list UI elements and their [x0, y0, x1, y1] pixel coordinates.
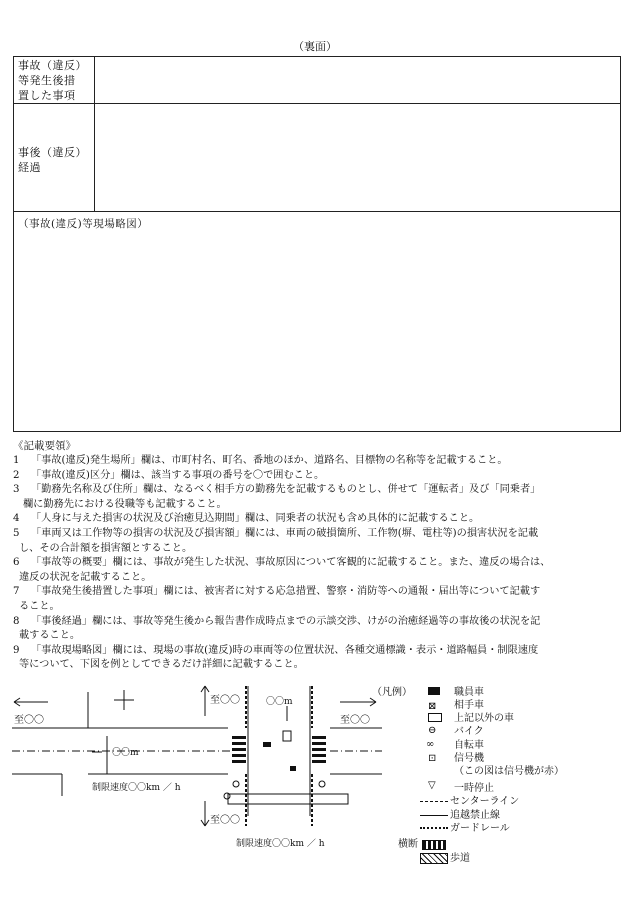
staff-car-legend-icon	[428, 687, 440, 695]
distance-center-label: 〇〇m	[266, 697, 293, 707]
legend-sidewalk: 歩道	[450, 853, 470, 864]
legend-center-line: センターライン	[450, 796, 520, 807]
progress-label	[18, 145, 87, 175]
note-line: 9 「事故現場略図」欄には、現場の事故(違反)時の車両等の位置状況、各種交通標識・表示・道路幅員・制限速度	[13, 644, 539, 656]
other-vehicles-legend-icon	[428, 713, 442, 722]
progress-label-line: 経過	[18, 161, 41, 174]
bike-legend-icon: ⊖	[428, 725, 437, 736]
to-top-label: 至〇〇	[210, 695, 240, 706]
signal-legend-icon: ⊡	[428, 753, 437, 764]
crosswalk-stripe	[312, 760, 326, 763]
stop-legend-icon: ▽	[428, 780, 436, 791]
guardrail-legend-icon	[420, 827, 448, 829]
measures-field[interactable]	[96, 58, 618, 102]
speed-limit-bottom: 制限速度〇〇km ／ h	[236, 839, 325, 849]
legend-stop: 一時停止	[454, 783, 494, 794]
note-line: 等について、下図を例としてできるだけ詳細に記載すること。	[19, 659, 304, 671]
to-left-label: 至〇〇	[14, 715, 44, 726]
note-line: 違反の状況を記載すること。	[19, 571, 152, 583]
legend-other-vehicles: 上記以外の車	[454, 713, 514, 724]
sketch-label: （事故(違反)等現場略図）	[18, 218, 149, 230]
notes-heading: 《記載要領》	[13, 440, 76, 452]
signal-icon	[319, 781, 325, 787]
crosswalk-stripe	[232, 748, 246, 751]
note-line: 8 「事後経過」欄には、事故等発生後から報告書作成時点までの示談交渉、けがの治癒経過等の事故後の状況を記	[13, 615, 541, 627]
legend-other-car: 相手車	[454, 700, 484, 711]
speed-limit-left: 制限速度〇〇km ／ h	[92, 783, 181, 793]
arrow	[205, 686, 209, 692]
to-bottom-label: 至〇〇	[210, 815, 240, 826]
other-car-icon	[290, 766, 296, 771]
note-line: ること。	[19, 601, 60, 612]
arrow	[370, 702, 376, 706]
note-line: 欄に勤務先における役職等も記載すること。	[23, 498, 227, 510]
arrow	[201, 686, 205, 692]
arrow	[14, 698, 20, 702]
legend-bike: バイク	[454, 726, 484, 737]
note-line: 6 「事故等の概要」欄には、事故が発生した状況、事故原因について客観的に記載すること。また、違反の場合は、	[13, 557, 551, 569]
other-car-legend-icon: ⊠	[428, 701, 437, 712]
legend-guardrail: ガードレール	[450, 823, 510, 834]
staff-car-icon	[263, 742, 271, 747]
signal-icon	[233, 781, 239, 787]
note-line: 載すること。	[19, 630, 81, 642]
signal-icon	[224, 793, 230, 799]
note-line: 4 「人身に与えた損害の状況及び治癒見込期間」欄は、同乗者の状況も含め具体的に記載すること。	[13, 513, 480, 525]
crosswalk-stripe	[232, 754, 246, 757]
legend-crosswalk: 横断	[398, 839, 418, 850]
progress-field[interactable]	[96, 106, 618, 210]
crosswalk-stripe	[232, 742, 246, 745]
legend-title: （凡例）	[372, 687, 412, 698]
note-line: 2 「事故(違反)区分」欄は、該当する事項の番号を〇で囲むこと。	[13, 469, 325, 481]
distance-left-label: 〇〇m	[112, 748, 139, 758]
legend-no-passing: 追越禁止線	[450, 810, 500, 821]
crosswalk-legend-icon	[422, 840, 446, 850]
legend-signal: 信号機	[454, 753, 484, 764]
crosswalk-stripe	[312, 754, 326, 757]
legend-signal-note: （この図は信号機が赤）	[454, 766, 564, 777]
crosswalk-stripe	[232, 760, 246, 763]
to-right-label: 至〇〇	[340, 715, 370, 726]
other-car-icon	[283, 731, 291, 741]
sketch-field[interactable]	[15, 234, 619, 430]
measures-label-line: 事故（違反）	[18, 59, 87, 72]
sidewalk-legend-icon	[420, 853, 448, 864]
note-line: 7 「事故発生後措置した事項」欄には、被害者に対する応急措置、警察・消防等への通報・届出等について記載す	[13, 586, 541, 598]
progress-label-line: 事後（違反）	[18, 146, 87, 159]
example-sketch-diagram	[0, 676, 630, 915]
crosswalk-stripe	[312, 748, 326, 751]
legend-staff-car: 職員車	[454, 687, 484, 698]
page-title: （裏面）	[293, 40, 337, 53]
note-line: し、その合計額を損害額とすること。	[19, 542, 193, 554]
no-passing-legend-icon	[420, 815, 448, 816]
note-line: 3 「勤務先名称及び住所」欄は、なるべく相手方の勤務先を記載するものとし、併せて「運転者」及び「同乗者」	[13, 484, 541, 496]
arrow	[14, 702, 20, 706]
measures-label-line: 置した事項	[18, 89, 76, 102]
arrow	[205, 820, 209, 826]
crosswalk-stripe	[312, 742, 326, 745]
crosswalk-stripe	[232, 736, 246, 739]
note-line: 1 「事故(違反)発生場所」欄は、市町村名、町名、番地のほか、道路名、目標物の名称等を記載すること。	[13, 455, 508, 466]
bicycle-legend-icon: ∞	[426, 739, 435, 750]
measures-label-line: 等発生後措	[18, 74, 76, 87]
legend-bicycle: 自転車	[454, 740, 484, 751]
note-line: 5 「車両又は工作物等の損害の状況及び損害額」欄には、車両の破損箇所、工作物(塀、電柱等)の損害状況を記載	[13, 528, 539, 539]
crosswalk-stripe	[312, 736, 326, 739]
crosswalk-group	[232, 736, 326, 771]
measures-label	[18, 58, 87, 103]
center-line-legend-icon	[420, 801, 448, 802]
column-divider	[94, 56, 95, 212]
arrow	[201, 820, 205, 826]
